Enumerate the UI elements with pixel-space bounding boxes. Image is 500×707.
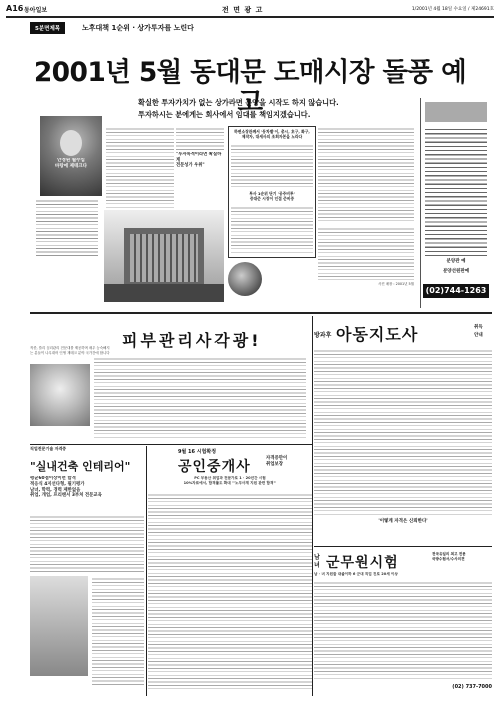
tagline-bar [30, 22, 470, 34]
body-column-4 [318, 126, 414, 222]
tagline-text: 노후대책 1순위 · 상가투자를 노린다 [82, 24, 194, 32]
child-ad-note: '이렇게 자격은 신뢰한다' [378, 519, 428, 524]
masthead [6, 4, 494, 15]
contact-phone[interactable]: (02)744-1263 [423, 284, 489, 298]
body-column-5 [318, 226, 414, 280]
interior-ad-photo [30, 576, 88, 676]
feature-box-title: 하변소장관께서 '동차별'이, 총시, 호구, 화구, 제작자, 대세사의 조회자본을 노라다 [234, 129, 310, 139]
military-ad-phone[interactable]: (02) 737-7000 [452, 684, 492, 690]
realtor-ad-tag: 자격증만이 취업보장 [266, 456, 288, 467]
top-ad-bottom-rule [30, 312, 492, 314]
military-ad-title: 군무원시험 [326, 555, 399, 571]
pull-quote: "투자목적이라면 확실하게 전문성가 우위" [176, 152, 222, 169]
skin-ad-caption: 직종, 뜰리 심리관리 전문대를 제공하며 매우 능숙해지는 분들이 나무대어 인생 재테크 분야 국가간에 합니다 [30, 346, 110, 355]
child-ad-body [314, 348, 492, 516]
interior-ad-label: 직업전문기술 자격증 [30, 446, 67, 451]
hero-photo [40, 116, 102, 196]
feature-box [228, 126, 316, 258]
header-rule [6, 16, 494, 18]
military-ad-tag: 전국유일의 최고 전문 국방수험서/수사의견 [432, 552, 466, 561]
interior-ad-body-2 [92, 576, 144, 686]
paper-name: 동아일보 [24, 7, 48, 14]
body-column-2 [106, 126, 174, 210]
subhead-line-1: 확실한 투자가치가 없는 상가라면 분양을 시작도 하지 않습니다. [138, 98, 339, 107]
side-notice [420, 98, 491, 308]
building-illustration [104, 210, 224, 302]
interior-ad [30, 446, 144, 696]
feature-box-subtitle: 투사 1순위 단기 '공주비투' 증대준 시장이 인접 준비중 [249, 191, 295, 201]
military-ad-sub: 남 · 녀 지원들 대졸이하 6 군대 직업 진로 20세 이상 [314, 572, 398, 576]
page-number: A16 [6, 4, 24, 13]
military-ad-body [314, 580, 492, 680]
child-ad-tag-2: 안내 [474, 333, 483, 338]
hero-person-icon [60, 130, 82, 156]
interior-ad-sub: 평균60점이상이면 합격 적응식 4지선다형, 필기평가 남녀, 학력, 경력 제한없음 취업, 개업, 프리랜서 3부처 전문교육 [30, 476, 102, 499]
interior-ad-body [30, 514, 144, 572]
child-ad-title: 아동지도사 [336, 325, 419, 344]
side-notice-name: 분양선원판예 [442, 269, 470, 274]
realtor-ad [148, 446, 312, 696]
interior-ad-title: "실내건축 인테리어" [30, 460, 131, 473]
skin-ad [30, 316, 310, 442]
subhead-line-2: 투자하시는 분에게는 회사에서 임대를 책임지겠습니다. [138, 110, 311, 119]
realtor-ad-sub: PC 부동산 취업과 전문가로 1 · 20년간 시험 10%자료에서, 합격률도 확대 '"노무사계 지원 관련 합격"' [183, 476, 277, 485]
body-column-3 [176, 126, 224, 152]
skin-ad-title: 피부관리사각광! [122, 331, 262, 350]
child-ad [314, 318, 492, 544]
realtor-ad-title: 공인중개사 [178, 459, 251, 475]
child-ad-label: 방과후 [314, 332, 332, 339]
section-label: 전 면 광 고 [222, 6, 264, 14]
right-horizontal-rule [314, 546, 492, 547]
tagline-badge: 5분면제목 [30, 22, 65, 34]
military-ad [314, 548, 492, 698]
skin-ad-body [94, 356, 306, 440]
realtor-ad-pre: 9월 16 시험확정 [178, 449, 217, 455]
globe-emblem-icon [228, 262, 262, 296]
main-headline: 2001년 5월 동대문 도매시장 돌풍 예고 [33, 57, 467, 118]
hero-photo-caption: 안정된 월수입 바탕에 제테크다 [55, 158, 87, 169]
realtor-ad-body [148, 492, 312, 692]
child-ad-tag-1: 취득 [474, 325, 483, 330]
skin-ad-photo [30, 364, 90, 426]
photo-footnote: 사진 매장 : 2001년 5월 [378, 282, 414, 286]
military-ad-pre: 남 녀 [314, 554, 320, 569]
middle-vertical-rule [312, 316, 313, 696]
body-column-1 [36, 198, 98, 258]
issue-date: 1/2001년 4월 18일 수요일 / 제24691호 [411, 7, 494, 12]
side-notice-title: 분양관 예 [446, 259, 466, 264]
lower-vertical-rule [146, 446, 147, 696]
middle-horizontal-rule [30, 444, 312, 445]
